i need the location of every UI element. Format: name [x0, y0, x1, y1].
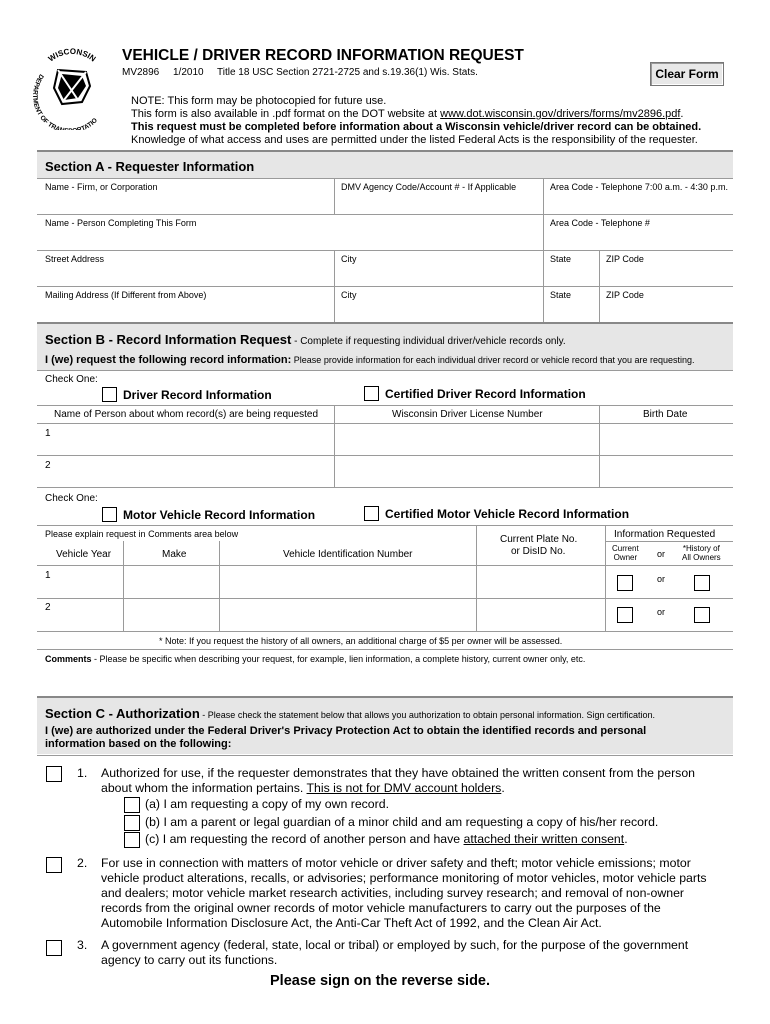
note-knowledge: Knowledge of what access and uses are permitted under the listed Federal Acts is the responsibility of the requester.	[131, 134, 698, 146]
form-title: VEHICLE / DRIVER RECORD INFORMATION REQUEST	[122, 47, 524, 64]
vehicle-1-plate-input[interactable]	[481, 576, 603, 598]
auth-2-checkbox[interactable]	[46, 857, 62, 873]
label-state: State	[550, 254, 572, 264]
logo-text-top: WISCONSIN	[46, 46, 98, 64]
info-requested-header: Information Requested	[614, 529, 716, 540]
label-street: Street Address	[45, 254, 105, 264]
vehicle-2-plate-input[interactable]	[481, 608, 603, 630]
check-one-driver-label: Check One:	[45, 374, 98, 385]
auth-2-line2: vehicle product alterations, recalls, or advisories; performance monitoring of motor vehicles, motor vehicle parts	[101, 871, 707, 885]
history-charge-footnote: * Note: If you request the history of all owners, an additional charge of $5 per owner will be assessed.	[159, 636, 563, 646]
auth-2-line1: For use in connection with matters of motor vehicle or driver safety and theft; motor vehicle emissions; motor	[101, 856, 691, 870]
auth-3-checkbox[interactable]	[46, 940, 62, 956]
form-number: MV2896	[122, 67, 160, 78]
sign-reverse-note: Please sign on the reverse side.	[270, 973, 491, 989]
name-firm-input[interactable]	[42, 195, 336, 215]
mailing-input[interactable]	[42, 303, 336, 323]
cert-driver-record-label: Certified Driver Record Information	[385, 387, 586, 401]
vehicle-2-history-checkbox[interactable]	[694, 607, 710, 623]
driver-1-birth-input[interactable]	[604, 430, 734, 452]
label-name-person: Name - Person Completing This Form	[45, 218, 197, 228]
vehicle-row-2-number: 2	[45, 602, 51, 613]
auth-2-number: 2.	[77, 856, 88, 870]
state-input[interactable]	[547, 267, 601, 287]
vehicle-2-or: or	[657, 607, 666, 617]
dmv-code-input[interactable]	[338, 195, 544, 215]
label-area-phone-hours: Area Code - Telephone 7:00 a.m. - 4:30 p.m.	[550, 182, 728, 192]
vehicle-row-1-number: 1	[45, 570, 51, 581]
col-birth-header: Birth Date	[643, 409, 688, 420]
vehicle-1-or: or	[657, 574, 666, 584]
section-c-title: Section C - Authorization - Please check the statement below that allows you authorization to obtain personal information. Sign certification.	[45, 706, 656, 721]
col-year-header: Vehicle Year	[56, 549, 112, 560]
auth-1-line1: Authorized for use, if the requester demonstrates that they have obtained the written consent from the person	[101, 766, 696, 780]
label-zip: ZIP Code	[606, 254, 644, 264]
cert-vehicle-record-label: Certified Motor Vehicle Record Information	[385, 507, 630, 521]
driver-2-name-input[interactable]	[55, 462, 334, 484]
auth-1a-label: (a) I am requesting a copy of my own record.	[145, 797, 389, 811]
driver-2-license-input[interactable]	[339, 462, 598, 484]
current-owner-header: Current Owner	[612, 544, 639, 562]
explain-note: Please explain request in Comments area below	[45, 529, 239, 539]
auth-1b-checkbox[interactable]	[124, 815, 140, 831]
vehicle-record-checkbox[interactable]	[102, 507, 117, 522]
label-mailing-city: City	[341, 290, 357, 300]
auth-1-line2: about whom the information pertains. This is not for DMV account holders.	[101, 781, 505, 795]
section-b-title: Section B - Record Information Request - Complete if requesting individual driver/vehicle records only.	[45, 332, 566, 347]
section-b-request: I (we) request the following record information: Please provide information for each individual driver record or vehicle record that you are requesting.	[45, 354, 695, 366]
label-mailing: Mailing Address (If Different from Above)	[45, 290, 207, 300]
dot-logo	[28, 42, 116, 130]
col-vin-header: Vehicle Identification Number	[283, 549, 413, 560]
mailing-zip-input[interactable]	[603, 303, 735, 323]
form-date: 1/2010	[173, 67, 204, 78]
label-city: City	[341, 254, 357, 264]
cert-driver-record-checkbox[interactable]	[364, 386, 379, 401]
vehicle-1-vin-input[interactable]	[224, 576, 476, 598]
note-required: This request must be completed before information about a Wisconsin vehicle/driver record can be obtained.	[131, 121, 702, 133]
vehicle-2-year-input[interactable]	[55, 608, 127, 630]
auth-3-number: 3.	[77, 938, 88, 952]
auth-1c-checkbox[interactable]	[124, 832, 140, 848]
city-input[interactable]	[338, 267, 544, 287]
label-mailing-zip: ZIP Code	[606, 290, 644, 300]
label-area-phone: Area Code - Telephone #	[550, 218, 650, 228]
auth-statement-line1: I (we) are authorized under the Federal Driver's Privacy Protection Act to obtain the identified records and personal	[45, 725, 647, 737]
driver-row-1-number: 1	[45, 428, 51, 439]
svg-text:WISCONSIN	[47, 47, 98, 64]
driver-record-label: Driver Record Information	[123, 388, 272, 402]
logo-text-side: DEPARTMENT OF TRA TATIO	[31, 72, 99, 130]
mailing-city-input[interactable]	[338, 303, 544, 323]
phone-input[interactable]	[547, 231, 735, 251]
auth-1a-checkbox[interactable]	[124, 797, 140, 813]
auth-1c-label: (c) I am requesting the record of another person and have attached their written consent.	[145, 832, 628, 846]
col-make-header: Make	[162, 549, 187, 560]
vehicle-1-history-checkbox[interactable]	[694, 575, 710, 591]
auth-2-line5: Automobile Information Disclosure Act, the Anti-Car Theft Act of 1992, and the Clean Air Act.	[101, 916, 602, 930]
auth-statement-line2: information based on the following:	[45, 738, 232, 750]
clear-form-button[interactable]: Clear Form	[650, 62, 724, 86]
comments-textarea[interactable]	[42, 668, 734, 698]
check-one-vehicle-label: Check One:	[45, 493, 98, 504]
history-owners-header: *History of All Owners	[682, 544, 721, 562]
or-header: or	[657, 549, 666, 559]
vehicle-record-label: Motor Vehicle Record Information	[123, 508, 316, 522]
label-name-firm: Name - Firm, or Corporation	[45, 182, 158, 192]
auth-1b-label: (b) I am a parent or legal guardian of a minor child and am requesting a copy of his/her record.	[145, 815, 659, 829]
label-dmv-code: DMV Agency Code/Account # - If Applicable	[341, 182, 517, 192]
vehicle-1-current-owner-checkbox[interactable]	[617, 575, 633, 591]
phone-hours-input[interactable]	[547, 195, 735, 215]
driver-2-birth-input[interactable]	[604, 462, 734, 484]
driver-1-license-input[interactable]	[339, 430, 598, 452]
auth-3-line1: A government agency (federal, state, local or tribal) or employed by such, for the purpose of the government	[101, 938, 689, 952]
vehicle-2-make-input[interactable]	[129, 608, 219, 630]
label-mailing-state: State	[550, 290, 572, 300]
form-url-link[interactable]: www.dot.wisconsin.gov/drivers/forms/mv2896.pdf	[440, 108, 681, 120]
auth-1-checkbox[interactable]	[46, 766, 62, 782]
auth-3-line2: agency to carry out its functions.	[101, 953, 278, 967]
zip-input[interactable]	[603, 267, 735, 287]
comments-label: Comments - Please be specific when describing your request, for example, lien information, a complete history, current owner only, etc.	[45, 654, 586, 664]
col-name-header: Name of Person about whom record(s) are being requested	[54, 409, 319, 420]
col-license-header: Wisconsin Driver License Number	[392, 409, 543, 420]
col-plate-header-2: or DisID No.	[511, 546, 566, 557]
name-person-input[interactable]	[42, 231, 542, 251]
driver-1-name-input[interactable]	[55, 430, 334, 452]
section-a-title: Section A - Requester Information	[45, 159, 255, 174]
auth-1-number: 1.	[77, 766, 88, 780]
auth-2-line4: records from the original owner records of motor vehicle manufacturers to carry out the purposes of the	[101, 901, 661, 915]
vehicle-1-year-input[interactable]	[55, 576, 127, 598]
vehicle-2-vin-input[interactable]	[224, 608, 476, 630]
cert-vehicle-record-checkbox[interactable]	[364, 506, 379, 521]
driver-row-2-number: 2	[45, 460, 51, 471]
mailing-state-input[interactable]	[547, 303, 601, 323]
auth-2-line3: and dealers; motor vehicle market research activities, including survey research; and removal of non-owner	[101, 886, 685, 900]
vehicle-2-current-owner-checkbox[interactable]	[617, 607, 633, 623]
note-photocopy: NOTE: This form may be photocopied for future use.	[131, 95, 387, 107]
note-pdf: This form is also available in .pdf format on the DOT website at www.dot.wisconsin.gov/drivers/forms/mv2896.pdf.	[131, 108, 684, 120]
form-authority: Title 18 USC Section 2721-2725 and s.19.36(1) Wis. Stats.	[217, 67, 478, 78]
vehicle-1-make-input[interactable]	[129, 576, 219, 598]
driver-record-checkbox[interactable]	[102, 387, 117, 402]
street-input[interactable]	[42, 267, 336, 287]
col-plate-header-1: Current Plate No.	[500, 534, 578, 545]
